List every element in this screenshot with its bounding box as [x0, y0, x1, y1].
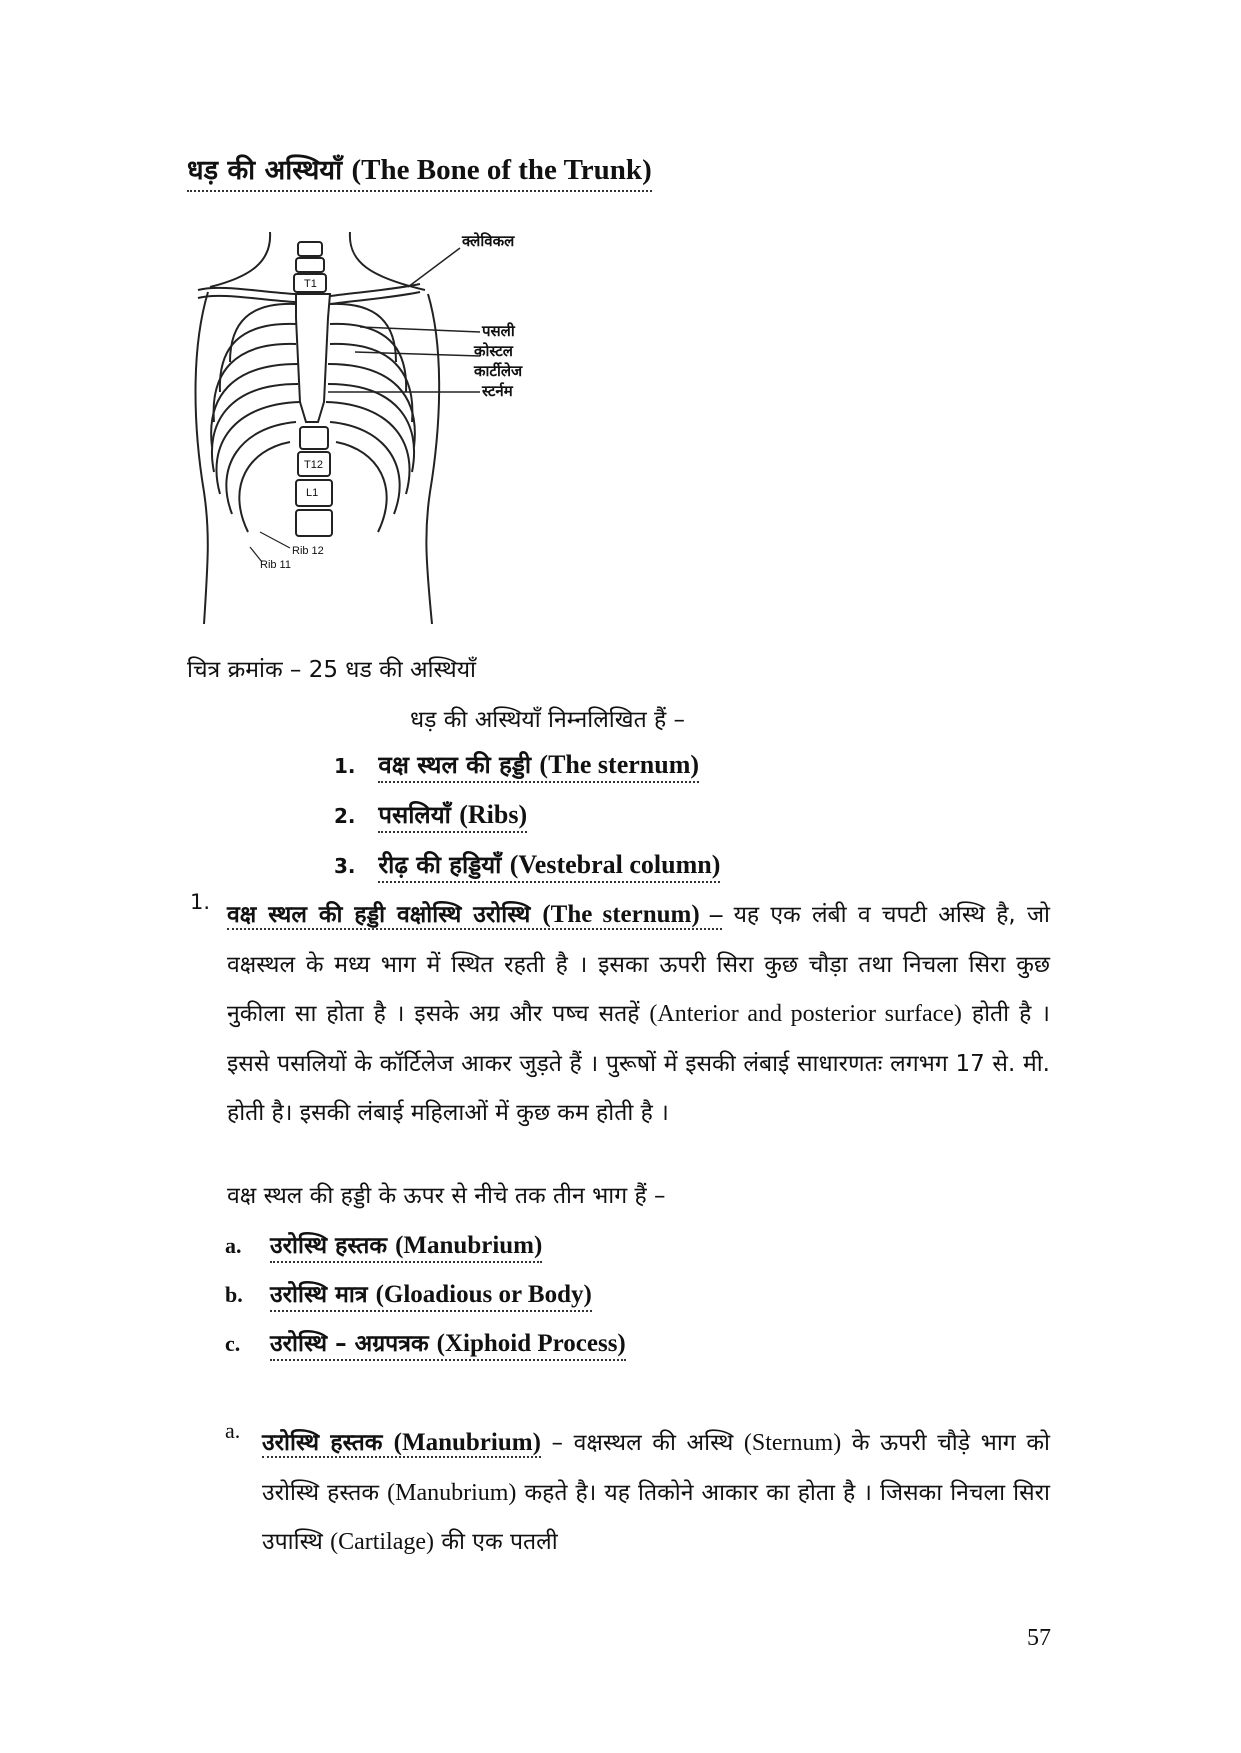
list-letter: b. [225, 1282, 243, 1307]
label-rib: पसली [482, 322, 515, 340]
subsection-lead-english: (Manubrium) [393, 1429, 541, 1456]
label-cartilage: कार्टीलेज [474, 362, 523, 380]
subsection-letter: a. [225, 1418, 241, 1443]
neck-left [210, 232, 270, 287]
paragraph-text: के ऊपरी चौड़े भाग को उरोस्थि हस्तक [262, 1430, 1050, 1506]
page-number: 57 [1027, 1625, 1051, 1651]
list-item [225, 1277, 626, 1326]
list-title [270, 1233, 542, 1263]
section-lead-hindi: वक्ष स्थल की हड्डी वक्षोस्थि उरोस्थि [227, 902, 531, 928]
ribcage-figure [190, 232, 620, 624]
ribcage-illustration [190, 232, 620, 624]
list-title [270, 1282, 592, 1312]
bone-list [334, 748, 720, 898]
list-title-hindi: पसलियाँ [378, 801, 451, 829]
subsection-lead [262, 1430, 541, 1458]
label-clavicle: क्लेविकल [462, 232, 515, 250]
list-title-english: (Vestebral column) [509, 850, 721, 879]
list-title-english: (Gloadious or Body) [375, 1281, 592, 1308]
section-lead-english: (The sternum) – [542, 901, 723, 928]
list-item [334, 748, 720, 798]
section-number: 1. [190, 890, 211, 914]
label-t1: T1 [304, 278, 317, 290]
page-heading [187, 150, 652, 192]
list-title-english: (The sternum) [539, 750, 700, 779]
list-item [225, 1228, 626, 1277]
subsection-paragraph [262, 1418, 1050, 1568]
list-number: 1. [334, 754, 356, 778]
intro-line: धड़ की अस्थियाँ निम्नलिखित हैं – [410, 707, 686, 733]
list-item [334, 798, 720, 848]
sternum-parts-list [225, 1228, 626, 1375]
paragraph-text: होती है । इससे पसलियों के कॉर्टिलेज आकर जुड़ते हैं । पुरूषों में इसकी लंबाई साधारणतः लगभग 17 से. मी. होती है। इसकी लंबाई महिलाओं में कुछ कम होती है । [227, 1001, 1050, 1126]
list-title [270, 1331, 626, 1361]
label-rib11: Rib 11 [260, 559, 291, 571]
list-number: 2. [334, 804, 356, 828]
subsection-lead-hindi: उरोस्थि हस्तक [262, 1430, 383, 1456]
list-number: 3. [334, 854, 356, 878]
list-letter: c. [225, 1331, 241, 1356]
neck-right [350, 232, 425, 290]
list-item [225, 1326, 626, 1375]
list-letter: a. [225, 1233, 242, 1258]
list-title-hindi: उरोस्थि हस्तक [270, 1233, 388, 1259]
list-title-hindi: रीढ़ की हड्डियाँ [378, 851, 502, 879]
heading-english: (The Bone of the Trunk) [351, 154, 652, 186]
list-title [378, 751, 699, 783]
paragraph-english: (Anterior and posterior surface) [649, 1001, 962, 1027]
list-title-english: (Xiphoid Process) [436, 1330, 626, 1357]
subintro-line: वक्ष स्थल की हड्डी के ऊपर से नीचे तक तीन भाग हैं – [227, 1183, 666, 1209]
section-paragraph [227, 890, 1050, 1139]
label-rib12: Rib 12 [292, 545, 324, 557]
list-title-english: (Manubrium) [395, 1232, 543, 1259]
list-title-hindi: उरोस्थि मात्र [270, 1282, 368, 1308]
section-lead [227, 902, 722, 930]
paragraph-text: कहते है। यह तिकोने आकार का होता है । जिसका निचला सिरा उपास्थि [262, 1479, 1050, 1555]
list-title [378, 851, 720, 883]
paragraph-text: की एक पतली [434, 1529, 558, 1555]
list-title [378, 801, 527, 833]
paragraph-english: (Manubrium) [387, 1479, 517, 1506]
label-t12: T12 [304, 459, 323, 471]
list-title-hindi: उरोस्थि – अग्रपत्रक [270, 1331, 429, 1357]
label-sternum: स्टर्नम [482, 382, 513, 400]
heading-hindi: धड़ की अस्थियाँ [187, 155, 343, 186]
list-title-english: (Ribs) [459, 800, 528, 829]
list-title-hindi: वक्ष स्थल की हड्डी [378, 751, 532, 779]
paragraph-text: – वक्षस्थल की अस्थि [540, 1430, 744, 1456]
label-costal: कोस्टल [474, 342, 513, 360]
figure-caption: चित्र क्रमांक – 25 धड की अस्थियाँ [187, 657, 477, 683]
paragraph-english: (Cartilage) [330, 1529, 435, 1555]
paragraph-english: (Sternum) [743, 1430, 842, 1456]
label-l1: L1 [306, 487, 319, 499]
paragraph-text: यह एक लंबी व चपटी अस्थि है, जो वक्षस्थल के मध्य भाग में स्थित रहती है । इसका ऊपरी सिरा कुछ चौड़ा तथा निचला सिरा कुछ नुकीला सा होता है । इसके अग्र और पष्च सतहें [227, 902, 1050, 1027]
